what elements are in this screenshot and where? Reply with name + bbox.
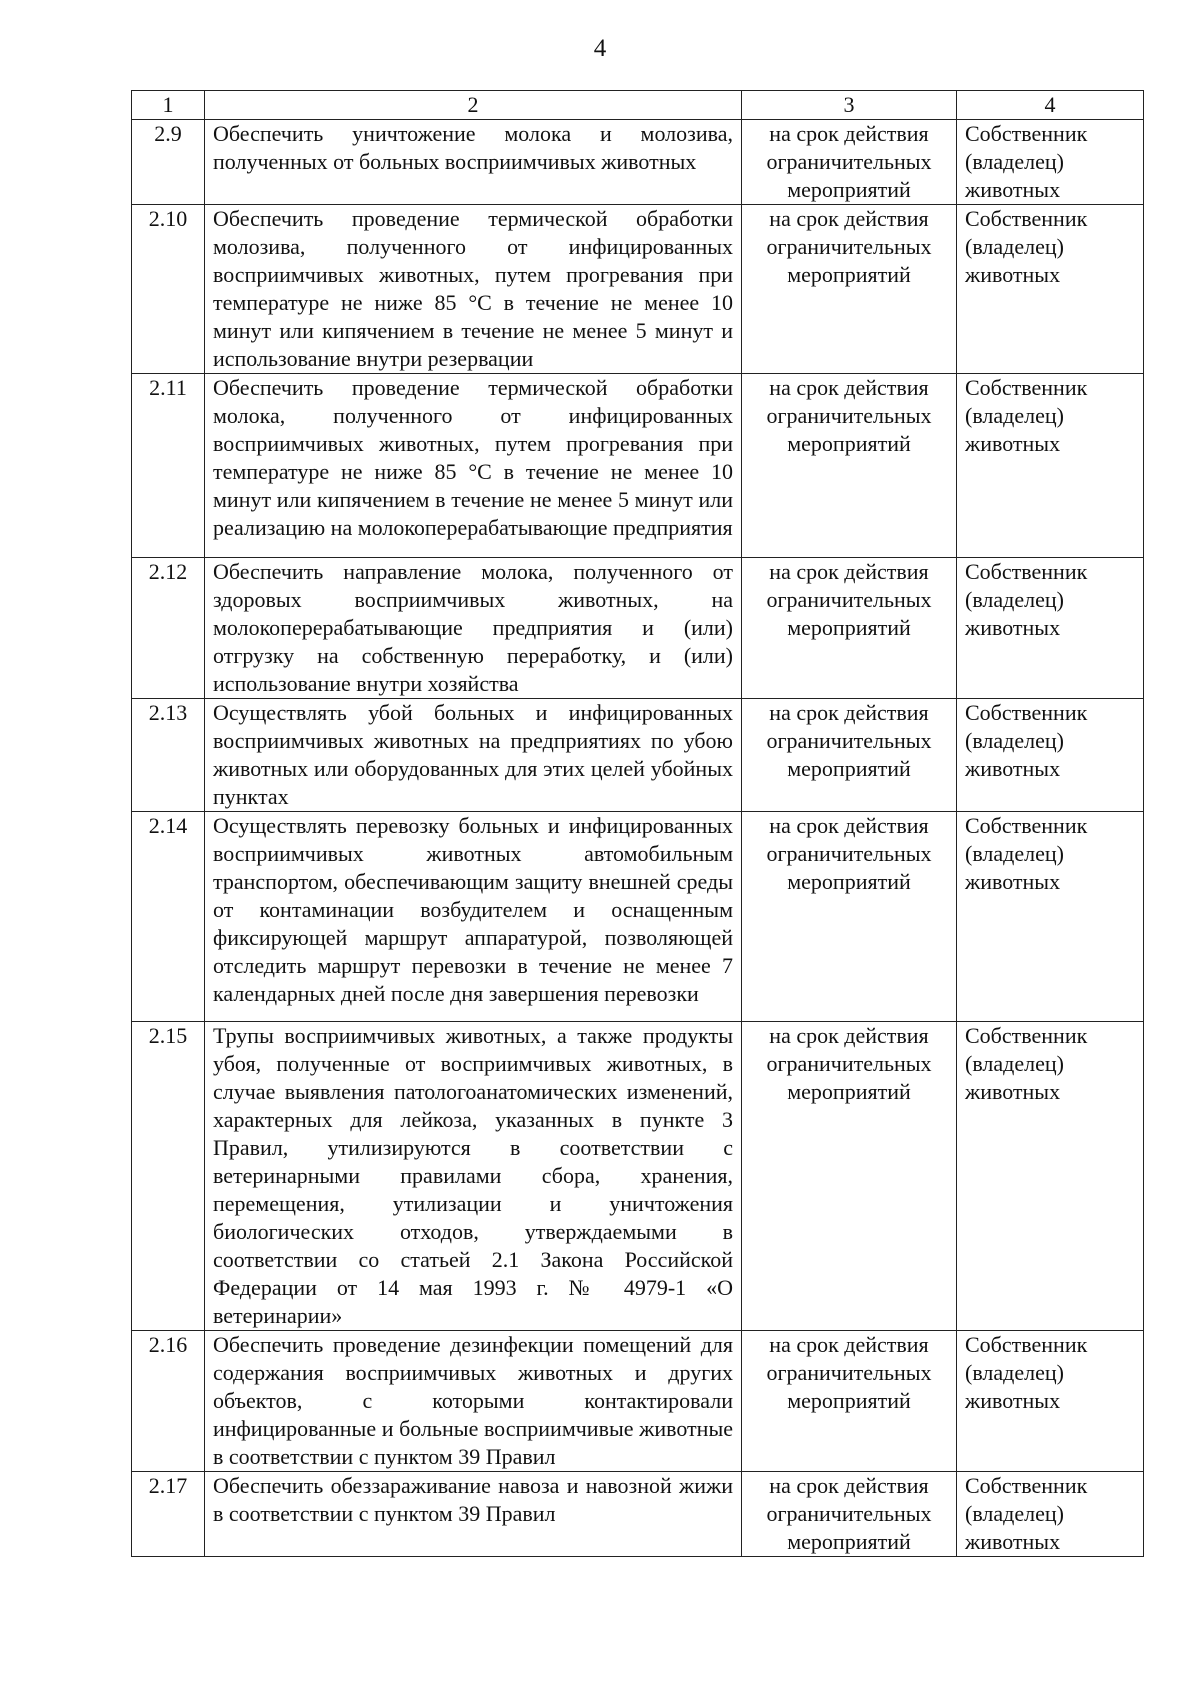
measure-text-cell	[205, 374, 742, 558]
measures-table	[131, 90, 1144, 1557]
measure-text-cell	[205, 1472, 742, 1557]
row-number-cell	[132, 374, 205, 558]
measure-text-cell	[205, 120, 742, 205]
row-number-cell	[132, 812, 205, 1022]
row-number-cell	[132, 205, 205, 374]
deadline-text: на срок действия ограничительных мероприятий	[766, 813, 932, 894]
responsible-text: Собственник (владелец) животных	[965, 1023, 1088, 1104]
column-header-3: 3	[742, 91, 957, 120]
row-number: 2.17	[148, 1473, 188, 1498]
deadline-text: на срок действия ограничительных мероприятий	[766, 1332, 932, 1413]
responsible-text-cell	[957, 699, 1144, 812]
deadline-text: на срок действия ограничительных мероприятий	[766, 1023, 932, 1104]
responsible-text: Собственник (владелец) животных	[965, 559, 1088, 640]
measure-text: Обеспечить обеззараживание навоза и навозной жижи в соответствии с пунктом 39 Правил	[213, 1473, 733, 1526]
measure-text-cell	[205, 699, 742, 812]
measure-text: Осуществлять перевозку больных и инфицированных восприимчивых животных автомобильным транспортом, обеспечивающим защиту внешней среды от контаминации возбудителем и оснащенным фиксирующей маршрут аппаратурой, позволяющей отследить маршрут перевозки в течение не менее 7 календарных дней после дня завершения перевозки	[213, 813, 733, 1006]
table-row	[132, 1472, 1144, 1557]
measure-text-cell	[205, 205, 742, 374]
responsible-text-cell	[957, 558, 1144, 699]
measure-text-cell	[205, 1331, 742, 1472]
deadline-text-cell	[742, 1331, 957, 1472]
deadline-text: на срок действия ограничительных мероприятий	[766, 206, 932, 287]
row-number: 2.13	[148, 700, 188, 725]
table-row	[132, 699, 1144, 812]
responsible-text-cell	[957, 1331, 1144, 1472]
table-row	[132, 812, 1144, 1022]
table-row	[132, 1022, 1144, 1331]
table-header-row	[132, 91, 1144, 120]
responsible-text: Собственник (владелец) животных	[965, 700, 1088, 781]
responsible-text: Собственник (владелец) животных	[965, 813, 1088, 894]
row-number: 2.11	[149, 375, 187, 400]
responsible-text-cell	[957, 812, 1144, 1022]
row-number-cell	[132, 1022, 205, 1331]
responsible-text-cell	[957, 205, 1144, 374]
deadline-text-cell	[742, 120, 957, 205]
deadline-text: на срок действия ограничительных мероприятий	[766, 121, 932, 202]
measure-text-cell	[205, 1022, 742, 1331]
measure-text: Обеспечить направление молока, полученного от здоровых восприимчивых животных, на молокоперерабатывающие предприятия и (или) отгрузку на собственную переработку, и (или) использование внутри хозяйства	[213, 559, 733, 696]
table-row	[132, 558, 1144, 699]
responsible-text-cell	[957, 1472, 1144, 1557]
measure-text: Осуществлять убой больных и инфицированных восприимчивых животных на предприятиях по убою животных или оборудованных для этих целей убойных пунктах	[213, 700, 733, 809]
deadline-text: на срок действия ограничительных мероприятий	[766, 1473, 932, 1554]
measure-text-cell	[205, 812, 742, 1022]
measure-text: Обеспечить проведение термической обработки молока, полученного от инфицированных восприимчивых животных, путем прогревания при температуре не ниже 85 °С в течение не менее 10 минут или кипячением в течение не менее 5 минут или реализацию на молокоперерабатывающие предприятия	[213, 375, 733, 540]
row-number-cell	[132, 1472, 205, 1557]
row-number-cell	[132, 1331, 205, 1472]
table-row	[132, 120, 1144, 205]
deadline-text-cell	[742, 1472, 957, 1557]
responsible-text: Собственник (владелец) животных	[965, 1332, 1088, 1413]
column-header-1: 1	[132, 91, 205, 120]
table-row	[132, 1331, 1144, 1472]
table-row	[132, 374, 1144, 558]
deadline-text: на срок действия ограничительных мероприятий	[766, 375, 932, 456]
row-number: 2.14	[148, 813, 188, 838]
column-header-2: 2	[205, 91, 742, 120]
deadline-text-cell	[742, 1022, 957, 1331]
measure-text: Обеспечить проведение термической обработки молозива, полученного от инфицированных восприимчивых животных, путем прогревания при температуре не ниже 85 °С в течение не менее 10 минут или кипячением в течение не менее 5 минут и использование внутри резервации	[213, 206, 733, 371]
responsible-text-cell	[957, 374, 1144, 558]
column-header-4: 4	[957, 91, 1144, 120]
responsible-text: Собственник (владелец) животных	[965, 121, 1088, 202]
responsible-text: Собственник (владелец) животных	[965, 1473, 1088, 1554]
page-number: 4	[593, 35, 607, 62]
responsible-text: Собственник (владелец) животных	[965, 206, 1088, 287]
row-number: 2.10	[148, 206, 188, 231]
row-number: 2.9	[154, 121, 182, 146]
measure-text: Обеспечить уничтожение молока и молозива, полученных от больных восприимчивых животных	[213, 121, 733, 174]
table-body	[132, 120, 1144, 1557]
deadline-text-cell	[742, 699, 957, 812]
row-number: 2.16	[148, 1332, 188, 1357]
deadline-text-cell	[742, 812, 957, 1022]
deadline-text-cell	[742, 558, 957, 699]
deadline-text-cell	[742, 374, 957, 558]
row-number: 2.15	[148, 1023, 188, 1048]
row-number-cell	[132, 699, 205, 812]
responsible-text-cell	[957, 120, 1144, 205]
measure-text: Трупы восприимчивых животных, а также продукты убоя, полученные от восприимчивых животных, в случае выявления патологоанатомических изменений, характерных для лейкоза, указанных в пункте 3 Правил, утилизируются в соответствии с ветеринарными правилами сбора, хранения, перемещения, утилизации и уничтожения биологических отходов, утверждаемыми в соответствии со статьей 2.1 Закона Российской Федерации от 14 мая 1993 г. № 4979-1 «О ветеринарии»	[213, 1023, 733, 1328]
row-number: 2.12	[148, 559, 188, 584]
table-row	[132, 205, 1144, 374]
row-number-cell	[132, 558, 205, 699]
deadline-text: на срок действия ограничительных мероприятий	[766, 700, 932, 781]
responsible-text: Собственник (владелец) животных	[965, 375, 1088, 456]
row-number-cell	[132, 120, 205, 205]
deadline-text: на срок действия ограничительных мероприятий	[766, 559, 932, 640]
measure-text-cell	[205, 558, 742, 699]
deadline-text-cell	[742, 205, 957, 374]
responsible-text-cell	[957, 1022, 1144, 1331]
measure-text: Обеспечить проведение дезинфекции помещений для содержания восприимчивых животных и других объектов, с которыми контактировали инфицированные и больные восприимчивые животные в соответствии с пунктом 39 Правил	[213, 1332, 733, 1469]
